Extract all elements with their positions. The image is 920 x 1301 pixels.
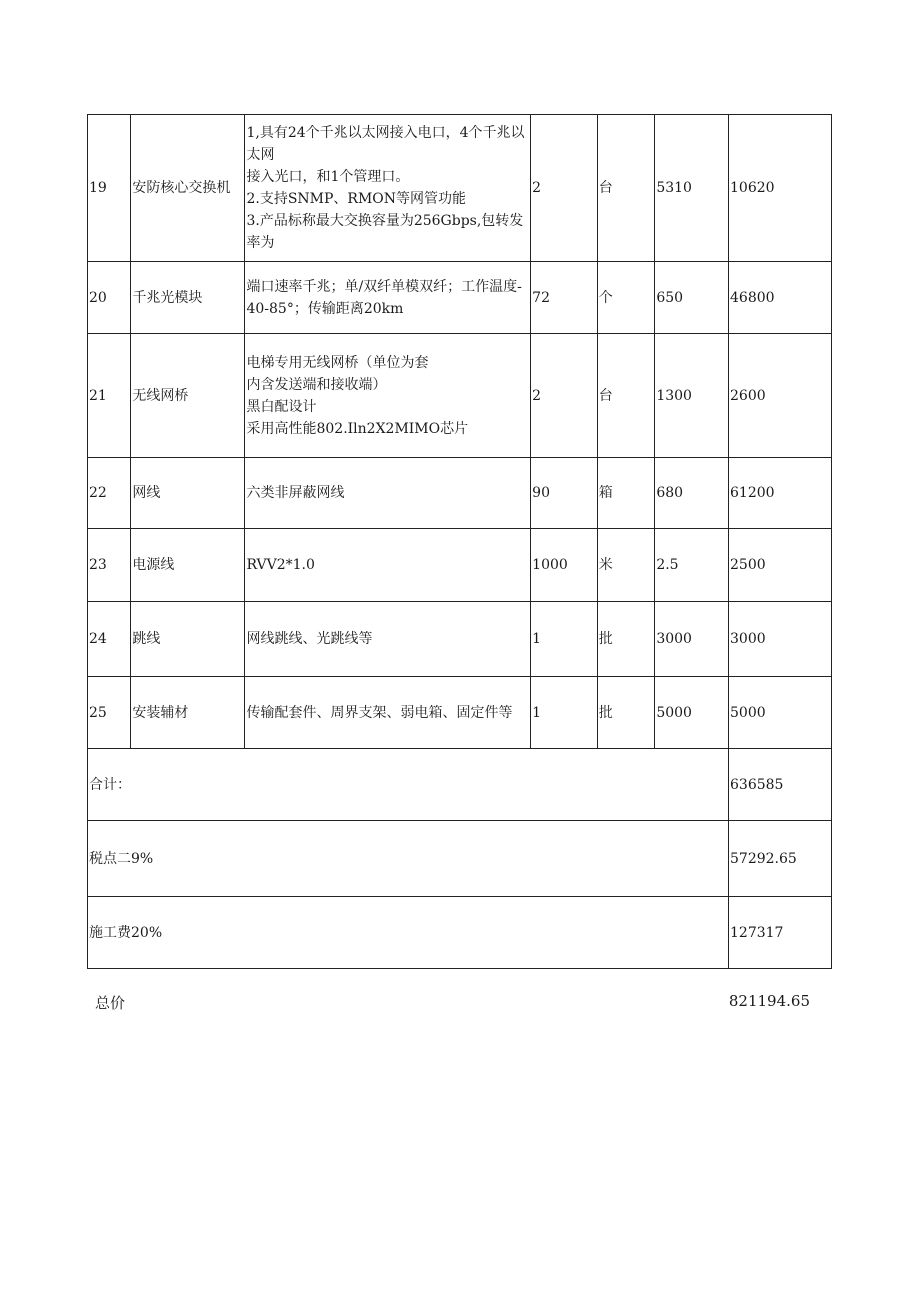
spec-line: 内含发送端和接收端） [246,376,387,393]
item-total: 10620 [729,115,832,262]
table-row [88,115,832,262]
spec-line: 传输配套件、周界支架、弱电箱、固定件等 [246,704,513,721]
item-name: 千兆光模块 [131,262,245,334]
item-name: 无线网桥 [131,334,245,458]
spec-line: 电梯专用无线网桥（单位为套 [246,354,429,371]
item-spec [245,458,531,529]
item-unit-price: 650 [655,262,729,334]
subtotal-label: 合计： [88,749,729,821]
item-quantity: 1 [531,677,598,749]
item-unit-price: 5000 [655,677,729,749]
item-unit: 个 [597,262,655,334]
spec-line: 接入光口，和1个管理口。 [246,169,410,185]
item-name: 安防核心交换机 [131,115,245,262]
item-unit-price: 3000 [655,602,729,677]
item-name: 电源线 [131,529,245,602]
item-unit: 批 [597,602,655,677]
construction-fee-value: 127317 [729,897,832,969]
row-number: 22 [88,458,131,529]
construction-fee-label: 施工费20% [88,897,729,969]
item-spec [245,602,531,677]
item-unit: 批 [597,677,655,749]
item-spec [245,262,531,334]
row-number: 19 [88,115,131,262]
spec-line: 网线跳线、光跳线等 [246,631,373,647]
spec-line: 采用高性能802.Iln2X2MIMO芯片 [246,420,469,437]
item-total: 2600 [729,334,832,458]
construction-fee-row [88,897,832,969]
item-unit-price: 680 [655,458,729,529]
item-spec [245,529,531,602]
subtotal-value: 636585 [729,749,832,821]
item-quantity: 2 [531,334,598,458]
grand-total-value: 821194.65 [728,992,810,1010]
table-row [88,677,832,749]
spec-line: RVV2*1.0 [246,557,315,573]
item-unit: 米 [597,529,655,602]
row-number: 23 [88,529,131,602]
spec-line: 黑白配设计 [246,398,317,415]
item-unit-price: 2.5 [655,529,729,602]
grand-total-label: 总价 [95,994,126,1012]
table-row [88,262,832,334]
item-name: 跳线 [131,602,245,677]
spec-line: 3.产品标称最大交换容量为256Gbps,包转发率为 [246,213,524,251]
item-total: 61200 [729,458,832,529]
row-number: 20 [88,262,131,334]
table-row [88,458,832,529]
item-name: 安装辅材 [131,677,245,749]
item-unit-price: 5310 [655,115,729,262]
item-quantity: 1 [531,602,598,677]
spec-line: 端口速率千兆；单/双纤单模双纤；工作温度-40-85°；传输距离20km [246,278,522,317]
item-unit: 台 [597,115,655,262]
subtotal-row [88,749,832,821]
item-total: 5000 [729,677,832,749]
item-unit: 台 [597,334,655,458]
table-row [88,602,832,677]
item-unit-price: 1300 [655,334,729,458]
item-unit: 箱 [597,458,655,529]
quotation-table [87,114,832,969]
item-quantity: 2 [531,115,598,262]
item-spec [245,677,531,749]
item-spec [245,115,531,262]
spec-line: 2.支持SNMP、RMON等网管功能 [246,191,467,207]
item-total: 3000 [729,602,832,677]
item-total: 46800 [729,262,832,334]
item-rows [88,115,832,969]
row-number: 25 [88,677,131,749]
tax-row [88,821,832,897]
item-quantity: 72 [531,262,598,334]
table-row [88,529,832,602]
item-quantity: 90 [531,458,598,529]
row-number: 21 [88,334,131,458]
row-number: 24 [88,602,131,677]
spec-line: 1,具有24个千兆以太网接入电口，4个千兆以太网 [246,125,525,163]
item-name: 网线 [131,458,245,529]
tax-value: 57292.65 [729,821,832,897]
item-quantity: 1000 [531,529,598,602]
spec-line: 六类非屏蔽网线 [246,485,345,501]
item-total: 2500 [729,529,832,602]
item-spec [245,334,531,458]
table-row [88,334,832,458]
tax-label: 税点二9% [88,821,729,897]
